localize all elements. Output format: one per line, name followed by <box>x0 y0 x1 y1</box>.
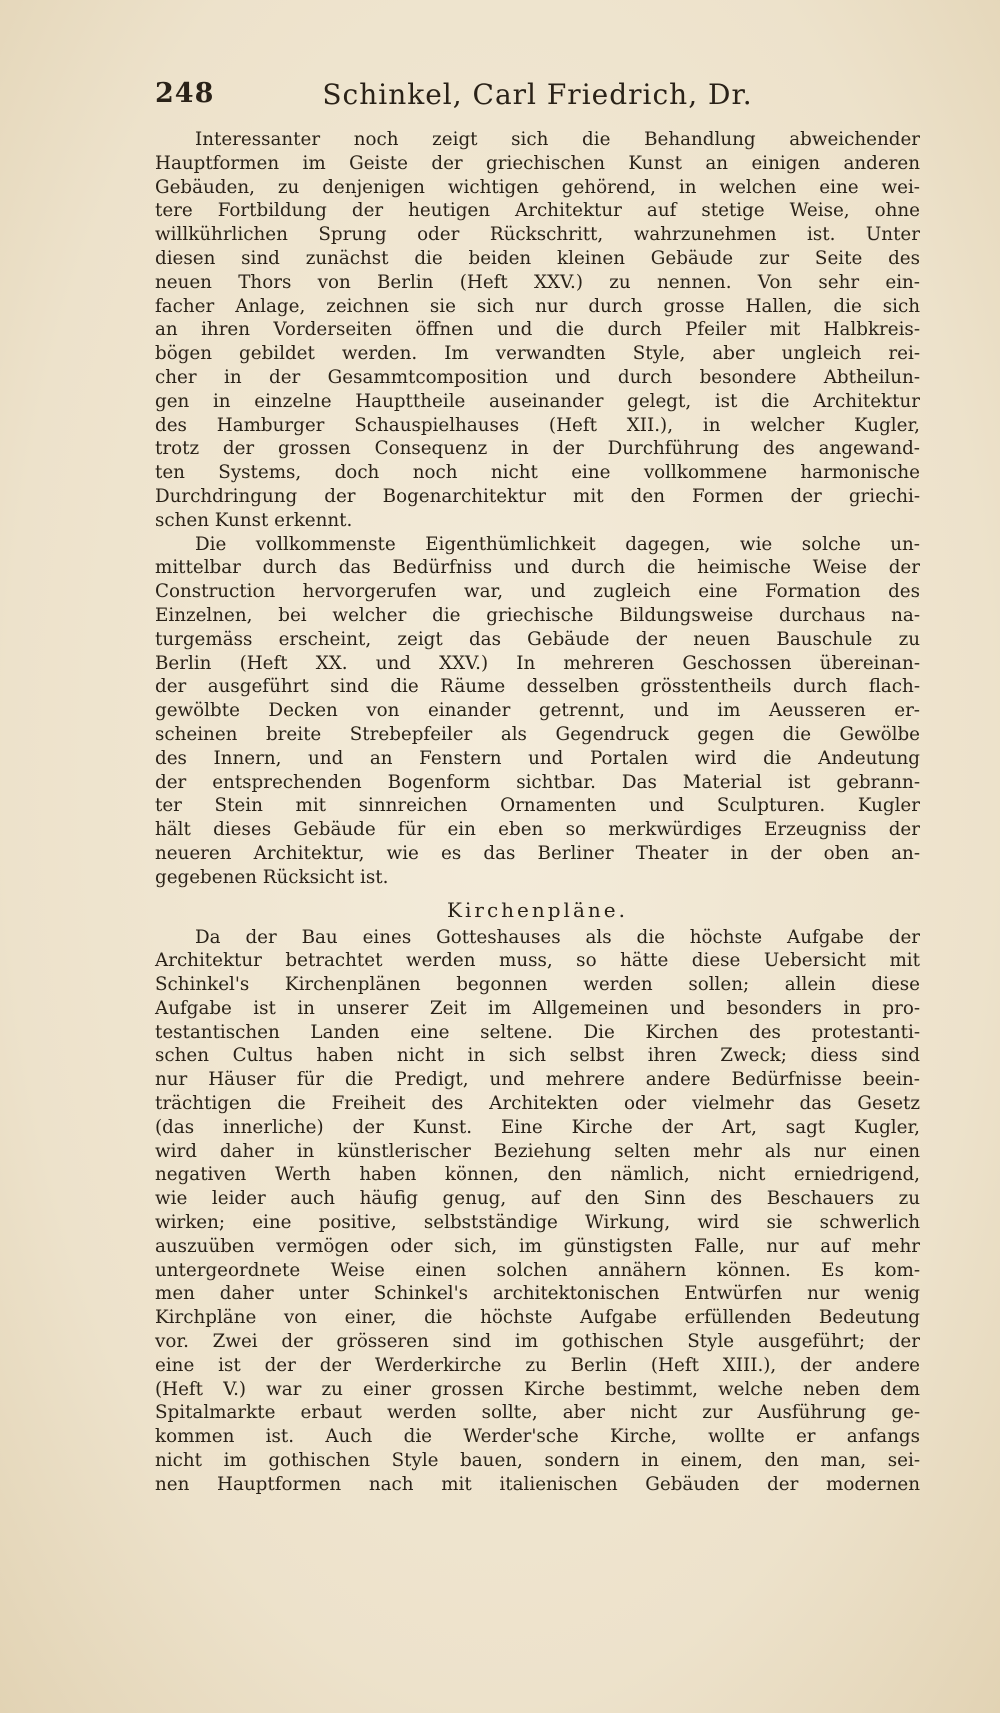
text-line: scheinen breite Strebepfeiler als Gegendruck gegen die Gewölbe <box>155 723 920 745</box>
text-line: Berlin (Heft XX. und XXV.) In mehreren Geschossen übereinan- <box>155 652 920 674</box>
text-line: facher Anlage, zeichnen sie sich nur durch grosse Hallen, die sich <box>155 295 920 317</box>
text-line: kommen ist. Auch die Werder'sche Kirche, wollte er anfangs <box>155 1426 920 1448</box>
text-line: gen in einzelne Haupttheile auseinander gelegt, ist die Architektur <box>155 390 920 412</box>
paragraph-1 <box>155 128 920 533</box>
text-line: testantischen Landen eine seltene. Die Kirchen des protestanti- <box>155 1021 920 1043</box>
text-line: trächtigen die Freiheit des Architekten oder vielmehr das Gesetz <box>155 1093 920 1115</box>
page-number: 248 <box>155 78 215 109</box>
text-line: gewölbte Decken von einander getrennt, und im Aeusseren er- <box>155 700 920 722</box>
text-line: Gebäuden, zu denjenigen wichtigen gehörend, in welchen eine wei- <box>155 176 920 198</box>
text-line: an ihren Vorderseiten öffnen und die durch Pfeiler mit Halbkreis- <box>155 319 920 341</box>
text-line: willkührlichen Sprung oder Rückschritt, wahrzunehmen ist. Unter <box>155 224 920 246</box>
text-line: untergeordnete Weise einen solchen annähern können. Es kom- <box>155 1259 920 1281</box>
text-line: neuen Thors von Berlin (Heft XXV.) zu nennen. Von sehr ein- <box>155 271 920 293</box>
section-heading: Kirchenpläne. <box>447 897 628 922</box>
text-line: Spitalmarkte erbaut werden sollte, aber nicht zur Ausführung ge- <box>155 1402 920 1424</box>
text-line: nen Hauptformen nach mit italienischen Gebäuden der modernen <box>155 1473 920 1495</box>
text-line: nicht im gothischen Style bauen, sondern in einem, den man, sei- <box>155 1450 920 1472</box>
text-line: mittelbar durch das Bedürfniss und durch die heimische Weise der <box>155 557 920 579</box>
text-line: Architektur betrachtet werden muss, so hätte diese Uebersicht mit <box>155 950 920 972</box>
text-line: trotz der grossen Consequenz in der Durchführung des angewand- <box>155 438 920 460</box>
text-line: men daher unter Schinkel's architektonischen Entwürfen nur wenig <box>155 1283 920 1305</box>
text-line: schen Cultus haben nicht in sich selbst ihren Zweck; diess sind <box>155 1045 920 1067</box>
text-line: ter Stein mit sinnreichen Ornamenten und Sculpturen. Kugler <box>155 795 920 817</box>
text-line: turgemäss erscheint, zeigt das Gebäude der neuen Bauschule zu <box>155 628 920 650</box>
text-line: cher in der Gesammtcomposition und durch besondere Abtheilun- <box>155 366 920 388</box>
text-line: ten Systems, doch noch nicht eine vollkommene harmonische <box>155 462 920 484</box>
text-line: vor. Zwei der grösseren sind im gothischen Style ausgeführt; der <box>155 1331 920 1353</box>
text-line: Aufgabe ist in unserer Zeit im Allgemeinen und besonders in pro- <box>155 997 920 1019</box>
text-line: wie leider auch häufig genug, auf den Sinn des Beschauers zu <box>155 1188 920 1210</box>
running-title: Schinkel, Carl Friedrich, Dr. <box>322 78 753 111</box>
text-line: wirken; eine positive, selbstständige Wirkung, wird sie schwerlich <box>155 1212 920 1234</box>
text-line: bögen gebildet werden. Im verwandten Style, aber ungleich rei- <box>155 343 920 365</box>
text-line: des Hamburger Schauspielhauses (Heft XII.), in welcher Kugler, <box>155 414 920 436</box>
text-line: schen Kunst erkennt. <box>155 509 353 531</box>
paragraph-2 <box>155 533 920 890</box>
text-line: wird daher in künstlerischer Beziehung selten mehr als nur einen <box>155 1140 920 1162</box>
page-header <box>155 78 920 118</box>
text-line: (Heft V.) war zu einer grossen Kirche bestimmt, welche neben dem <box>155 1378 920 1400</box>
text-line: (das innerliche) der Kunst. Eine Kirche der Art, sagt Kugler, <box>155 1116 920 1138</box>
text-line: Construction hervorgerufen war, und zugleich eine Formation des <box>155 581 920 603</box>
text-line: nur Häuser für die Predigt, und mehrere andere Bedürfnisse beein- <box>155 1069 920 1091</box>
text-line: diesen sind zunächst die beiden kleinen Gebäude zur Seite des <box>155 247 920 269</box>
text-line: negativen Werth haben können, den nämlich, nicht erniedrigend, <box>155 1164 920 1186</box>
paragraph-3 <box>155 926 920 1497</box>
text-line: der ausgeführt sind die Räume desselben grösstentheils durch flach- <box>155 676 920 698</box>
text-line: Durchdringung der Bogenarchitektur mit den Formen der griechi- <box>155 485 920 507</box>
text-line: Die vollkommenste Eigenthümlichkeit dagegen, wie solche un- <box>195 533 920 555</box>
text-line: der entsprechenden Bogenform sichtbar. Das Material ist gebrann- <box>155 771 920 793</box>
text-line: Hauptformen im Geiste der griechischen Kunst an einigen anderen <box>155 152 920 174</box>
text-line: hält dieses Gebäude für ein eben so merkwürdiges Erzeugniss der <box>155 819 920 841</box>
text-line: gegebenen Rücksicht ist. <box>155 866 389 888</box>
text-line: Schinkel's Kirchenplänen begonnen werden sollen; allein diese <box>155 974 920 996</box>
text-line: Einzelnen, bei welcher die griechische Bildungsweise durchaus na- <box>155 604 920 626</box>
text-line: des Innern, und an Fenstern und Portalen wird die Andeutung <box>155 747 920 769</box>
text-line: Interessanter noch zeigt sich die Behandlung abweichender <box>195 129 920 150</box>
text-line: Kirchpläne von einer, die höchste Aufgabe erfüllenden Bedeutung <box>155 1307 920 1329</box>
text-line: Da der Bau eines Gotteshauses als die höchste Aufgabe der <box>195 926 920 948</box>
text-line: neueren Architektur, wie es das Berliner Theater in der oben an- <box>155 842 920 864</box>
text-line: eine ist der der Werderkirche zu Berlin (Heft XIII.), der andere <box>155 1354 920 1376</box>
text-line: tere Fortbildung der heutigen Architektur auf stetige Weise, ohne <box>155 200 920 222</box>
text-line: auszuüben vermögen oder sich, im günstigsten Falle, nur auf mehr <box>155 1235 920 1257</box>
